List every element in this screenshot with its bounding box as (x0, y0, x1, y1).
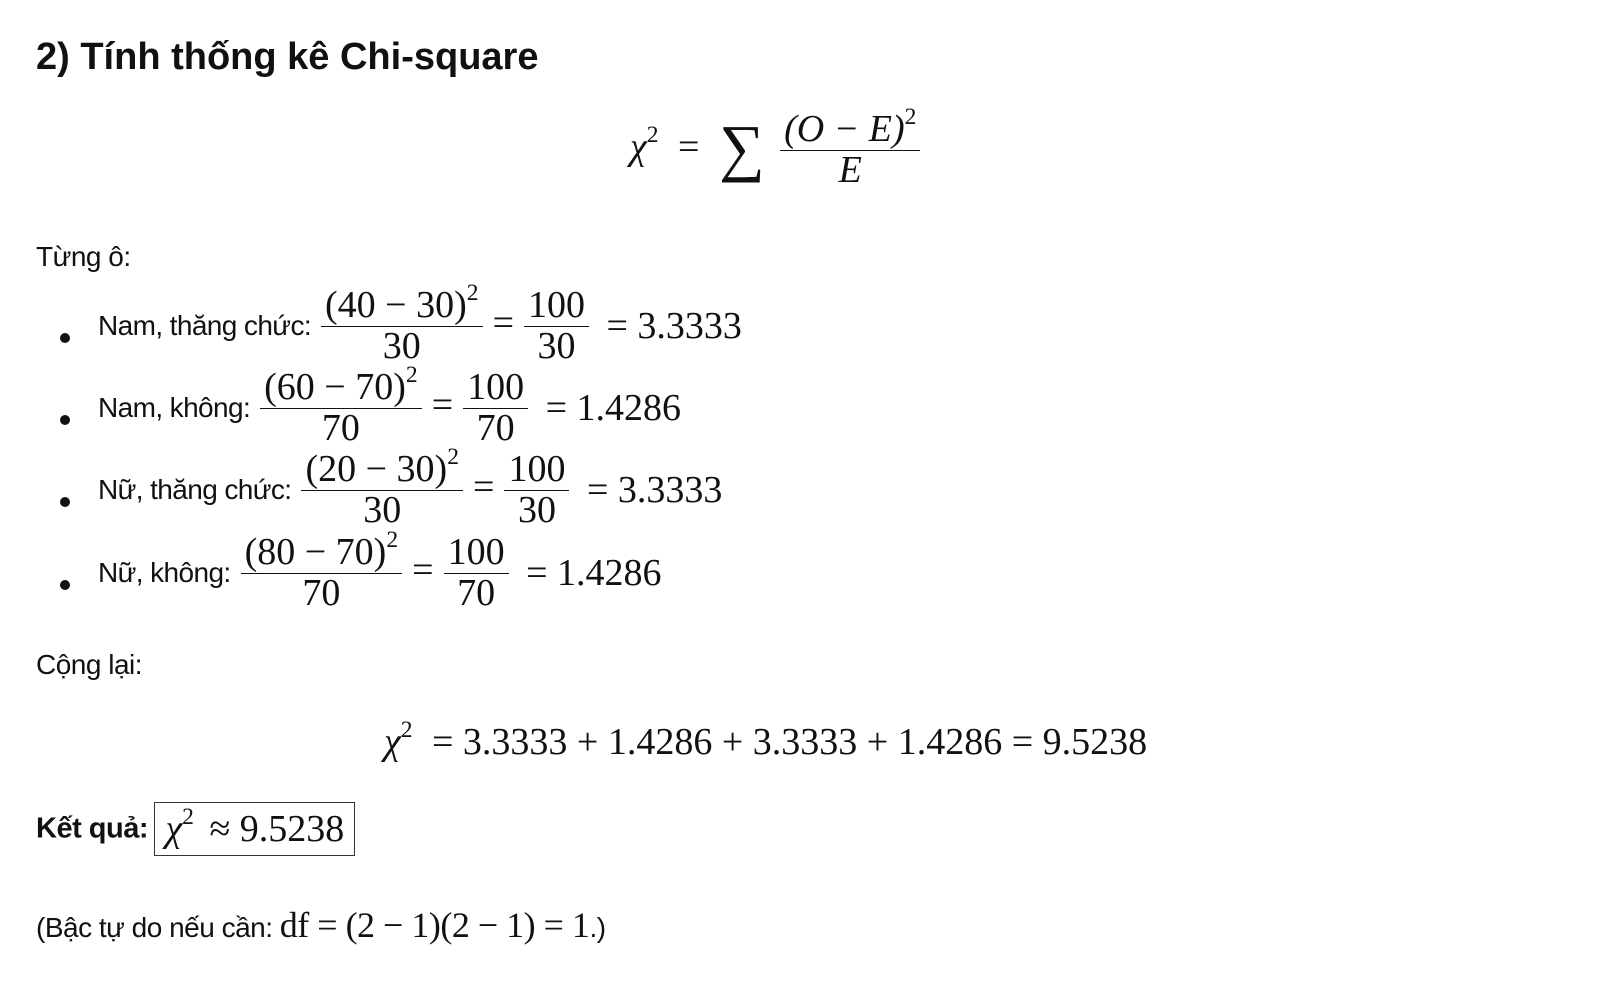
df-equation: df = (2 − 1)(2 − 1) = 1 (279, 905, 590, 945)
item-result: = 3.3333 (606, 305, 742, 348)
item-fraction (321, 279, 483, 367)
item-label: Nam, không: (98, 392, 251, 424)
bullet (60, 333, 70, 343)
result-row (36, 802, 355, 856)
item-result: = 1.4286 (545, 387, 682, 430)
fraction-denominator: 70 (444, 573, 509, 614)
fraction-numerator: (O − E) (784, 108, 905, 150)
list-item: Nữ, thăng chức: $\frac{(20 - 30)^2}{30}$ = $\frac{100}{30}$ = 3.3333 (98, 443, 723, 531)
total-equation (384, 716, 1148, 764)
intro-text: Từng ô: (36, 241, 131, 272)
fraction-denominator: E (780, 150, 920, 191)
fraction-numerator: (60 − 70) (264, 366, 406, 408)
exponent: 2 (466, 279, 479, 306)
item-label: Nữ, thăng chức: (98, 474, 292, 506)
chi-symbol: χ (630, 126, 647, 169)
fraction-denominator: 70 (260, 408, 422, 449)
chi-symbol: χ (384, 721, 401, 763)
item-label: Nữ, không: (98, 557, 231, 589)
fraction-numerator: 100 (508, 448, 566, 490)
bullet (60, 580, 70, 590)
item-fraction-simplified (444, 533, 509, 614)
sum-label: Cộng lại: (36, 649, 143, 680)
item-fraction-simplified (524, 286, 589, 367)
total-sum: = 3.3333 + 1.4286 + 3.3333 + 1.4286 = 9.5238 (432, 721, 1148, 763)
result-box (154, 802, 355, 856)
item-fraction (301, 443, 463, 531)
list-item: Nữ, không: $\frac{(80 - 70)^2}{70}$ = $\frac{100}{70}$ = 1.4286 (98, 526, 662, 614)
formula-fraction (780, 103, 920, 191)
fraction-denominator: 30 (321, 326, 483, 367)
equals-sign: = (678, 126, 700, 169)
item-result: = 3.3333 (586, 469, 723, 512)
fraction-numerator: (20 − 30) (305, 448, 448, 490)
fraction-numerator: (40 − 30) (325, 284, 467, 326)
bullet (60, 415, 70, 425)
item-fraction-simplified (463, 368, 528, 449)
fraction-numerator: 100 (467, 366, 525, 408)
summation-symbol: ∑ (718, 112, 765, 184)
fraction-numerator: 100 (528, 284, 585, 326)
df-suffix: .) (589, 912, 606, 943)
item-fraction (260, 361, 422, 449)
chi-symbol: χ (165, 808, 183, 850)
fraction-denominator: 70 (463, 408, 528, 449)
list-item: Nam, thăng chức: $\frac{(40 - 30)^2}{30}$ = $\frac{100}{30}$ = 3.3333 (98, 279, 742, 367)
item-result: = 1.4286 (526, 552, 662, 595)
exponent: 2 (400, 716, 413, 743)
bullet (60, 497, 70, 507)
fraction-denominator: 30 (504, 490, 569, 531)
list-item: Nam, không: $\frac{(60 - 70)^2}{70}$ = $\frac{100}{70}$ = 1.4286 (98, 361, 682, 449)
result-value: ≈ 9.5238 (209, 808, 345, 850)
item-fraction (241, 526, 403, 614)
df-prefix: (Bậc tự do nếu cần: (36, 912, 280, 943)
result-label: Kết quả: (36, 812, 148, 845)
section-heading: 2) Tính thống kê Chi-square (36, 36, 539, 78)
chi-square-formula (630, 103, 920, 191)
exponent: 2 (405, 361, 418, 388)
degrees-of-freedom-note (36, 904, 606, 946)
fraction-numerator: 100 (447, 531, 505, 573)
fraction-denominator: 30 (301, 490, 463, 531)
fraction-numerator: (80 − 70) (244, 531, 387, 573)
item-fraction-simplified (504, 450, 569, 531)
fraction-denominator: 70 (241, 573, 403, 614)
item-label: Nam, thăng chức: (98, 310, 312, 342)
exponent: 2 (386, 526, 399, 553)
exponent: 2 (646, 121, 659, 148)
exponent: 2 (447, 443, 459, 470)
exponent: 2 (182, 803, 194, 830)
fraction-denominator: 30 (524, 326, 589, 367)
exponent: 2 (904, 103, 917, 130)
